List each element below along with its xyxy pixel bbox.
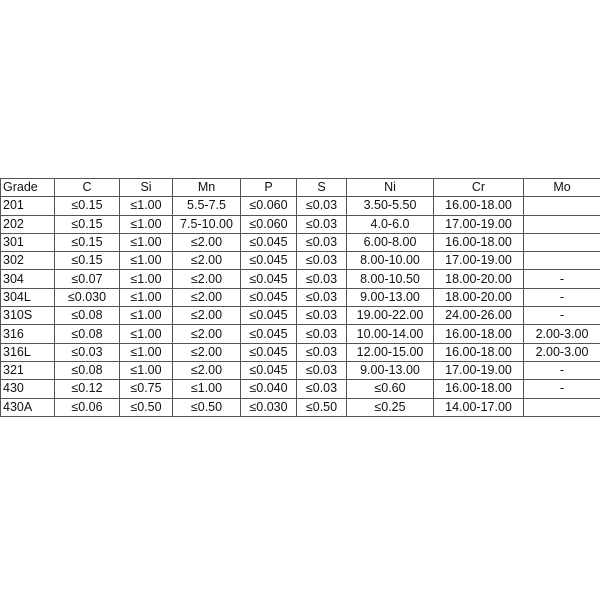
cell-mn: ≤2.00 — [173, 288, 241, 306]
cell-cr: 14.00-17.00 — [434, 398, 524, 416]
cell-cr: 17.00-19.00 — [434, 215, 524, 233]
cell-grade: 310S — [1, 307, 55, 325]
cell-mo — [524, 233, 600, 251]
cell-ni: ≤0.25 — [347, 398, 434, 416]
table-row — [1, 252, 600, 270]
cell-grade: 302 — [1, 252, 55, 270]
cell-mo: 2.00-3.00 — [524, 325, 600, 343]
cell-si: ≤1.00 — [120, 361, 173, 379]
cell-cr: 17.00-19.00 — [434, 361, 524, 379]
cell-p: ≤0.045 — [241, 325, 297, 343]
cell-mn: ≤2.00 — [173, 270, 241, 288]
cell-mn: 7.5-10.00 — [173, 215, 241, 233]
cell-s: ≤0.03 — [297, 380, 347, 398]
cell-s: ≤0.03 — [297, 197, 347, 215]
cell-mn: ≤2.00 — [173, 361, 241, 379]
table-body — [1, 197, 600, 417]
cell-mo — [524, 398, 600, 416]
table-row — [1, 325, 600, 343]
cell-grade: 430A — [1, 398, 55, 416]
cell-ni: 19.00-22.00 — [347, 307, 434, 325]
cell-c: ≤0.08 — [55, 361, 120, 379]
cell-mo — [524, 215, 600, 233]
table-row — [1, 197, 600, 215]
cell-grade: 301 — [1, 233, 55, 251]
cell-p: ≤0.045 — [241, 233, 297, 251]
column-header-cr: Cr — [434, 179, 524, 197]
cell-mo: - — [524, 361, 600, 379]
cell-c: ≤0.03 — [55, 343, 120, 361]
cell-si: ≤1.00 — [120, 233, 173, 251]
cell-p: ≤0.045 — [241, 252, 297, 270]
cell-c: ≤0.15 — [55, 197, 120, 215]
cell-ni: ≤0.60 — [347, 380, 434, 398]
cell-s: ≤0.03 — [297, 215, 347, 233]
cell-c: ≤0.08 — [55, 307, 120, 325]
composition-table — [0, 178, 600, 417]
table-row — [1, 361, 600, 379]
cell-s: ≤0.03 — [297, 288, 347, 306]
cell-s: ≤0.03 — [297, 233, 347, 251]
cell-cr: 18.00-20.00 — [434, 270, 524, 288]
cell-mn: ≤1.00 — [173, 380, 241, 398]
cell-mn: ≤0.50 — [173, 398, 241, 416]
table-row — [1, 288, 600, 306]
cell-si: ≤1.00 — [120, 343, 173, 361]
cell-s: ≤0.03 — [297, 361, 347, 379]
cell-cr: 16.00-18.00 — [434, 197, 524, 215]
cell-mo — [524, 197, 600, 215]
table-header — [1, 179, 600, 197]
cell-grade: 304L — [1, 288, 55, 306]
cell-s: ≤0.03 — [297, 270, 347, 288]
cell-mn: ≤2.00 — [173, 343, 241, 361]
cell-p: ≤0.060 — [241, 197, 297, 215]
cell-ni: 3.50-5.50 — [347, 197, 434, 215]
cell-grade: 430 — [1, 380, 55, 398]
cell-mo — [524, 252, 600, 270]
cell-mo: 2.00-3.00 — [524, 343, 600, 361]
cell-si: ≤1.00 — [120, 215, 173, 233]
column-header-c: C — [55, 179, 120, 197]
table-row — [1, 343, 600, 361]
column-header-mn: Mn — [173, 179, 241, 197]
cell-s: ≤0.03 — [297, 307, 347, 325]
cell-ni: 9.00-13.00 — [347, 288, 434, 306]
column-header-si: Si — [120, 179, 173, 197]
cell-ni: 10.00-14.00 — [347, 325, 434, 343]
column-header-grade: Grade — [1, 179, 55, 197]
cell-grade: 201 — [1, 197, 55, 215]
cell-si: ≤1.00 — [120, 270, 173, 288]
table-row — [1, 380, 600, 398]
table-row — [1, 398, 600, 416]
cell-grade: 202 — [1, 215, 55, 233]
cell-p: ≤0.030 — [241, 398, 297, 416]
cell-p: ≤0.060 — [241, 215, 297, 233]
cell-mo: - — [524, 380, 600, 398]
cell-mn: ≤2.00 — [173, 307, 241, 325]
cell-cr: 16.00-18.00 — [434, 233, 524, 251]
cell-p: ≤0.045 — [241, 270, 297, 288]
cell-ni: 8.00-10.50 — [347, 270, 434, 288]
cell-grade: 316 — [1, 325, 55, 343]
cell-ni: 8.00-10.00 — [347, 252, 434, 270]
cell-p: ≤0.045 — [241, 288, 297, 306]
cell-s: ≤0.03 — [297, 252, 347, 270]
cell-mo: - — [524, 270, 600, 288]
cell-si: ≤1.00 — [120, 288, 173, 306]
cell-s: ≤0.03 — [297, 343, 347, 361]
cell-si: ≤1.00 — [120, 325, 173, 343]
table-row — [1, 215, 600, 233]
cell-mo: - — [524, 288, 600, 306]
cell-cr: 16.00-18.00 — [434, 380, 524, 398]
cell-cr: 18.00-20.00 — [434, 288, 524, 306]
table-row — [1, 270, 600, 288]
cell-ni: 12.00-15.00 — [347, 343, 434, 361]
cell-s: ≤0.50 — [297, 398, 347, 416]
cell-cr: 16.00-18.00 — [434, 343, 524, 361]
cell-ni: 9.00-13.00 — [347, 361, 434, 379]
cell-si: ≤0.50 — [120, 398, 173, 416]
cell-mo: - — [524, 307, 600, 325]
cell-cr: 16.00-18.00 — [434, 325, 524, 343]
cell-si: ≤0.75 — [120, 380, 173, 398]
cell-c: ≤0.12 — [55, 380, 120, 398]
cell-c: ≤0.07 — [55, 270, 120, 288]
cell-c: ≤0.06 — [55, 398, 120, 416]
cell-si: ≤1.00 — [120, 197, 173, 215]
cell-s: ≤0.03 — [297, 325, 347, 343]
column-header-mo: Mo — [524, 179, 600, 197]
cell-c: ≤0.15 — [55, 252, 120, 270]
cell-mn: ≤2.00 — [173, 233, 241, 251]
header-row — [1, 179, 600, 197]
column-header-p: P — [241, 179, 297, 197]
column-header-ni: Ni — [347, 179, 434, 197]
cell-p: ≤0.045 — [241, 307, 297, 325]
table-row — [1, 233, 600, 251]
cell-ni: 4.0-6.0 — [347, 215, 434, 233]
cell-cr: 17.00-19.00 — [434, 252, 524, 270]
cell-p: ≤0.040 — [241, 380, 297, 398]
cell-grade: 304 — [1, 270, 55, 288]
cell-c: ≤0.030 — [55, 288, 120, 306]
cell-mn: 5.5-7.5 — [173, 197, 241, 215]
cell-ni: 6.00-8.00 — [347, 233, 434, 251]
table-row — [1, 307, 600, 325]
cell-p: ≤0.045 — [241, 343, 297, 361]
cell-si: ≤1.00 — [120, 307, 173, 325]
cell-cr: 24.00-26.00 — [434, 307, 524, 325]
cell-c: ≤0.15 — [55, 233, 120, 251]
cell-mn: ≤2.00 — [173, 325, 241, 343]
column-header-s: S — [297, 179, 347, 197]
cell-grade: 321 — [1, 361, 55, 379]
cell-grade: 316L — [1, 343, 55, 361]
cell-c: ≤0.08 — [55, 325, 120, 343]
cell-p: ≤0.045 — [241, 361, 297, 379]
cell-mn: ≤2.00 — [173, 252, 241, 270]
cell-c: ≤0.15 — [55, 215, 120, 233]
cell-si: ≤1.00 — [120, 252, 173, 270]
